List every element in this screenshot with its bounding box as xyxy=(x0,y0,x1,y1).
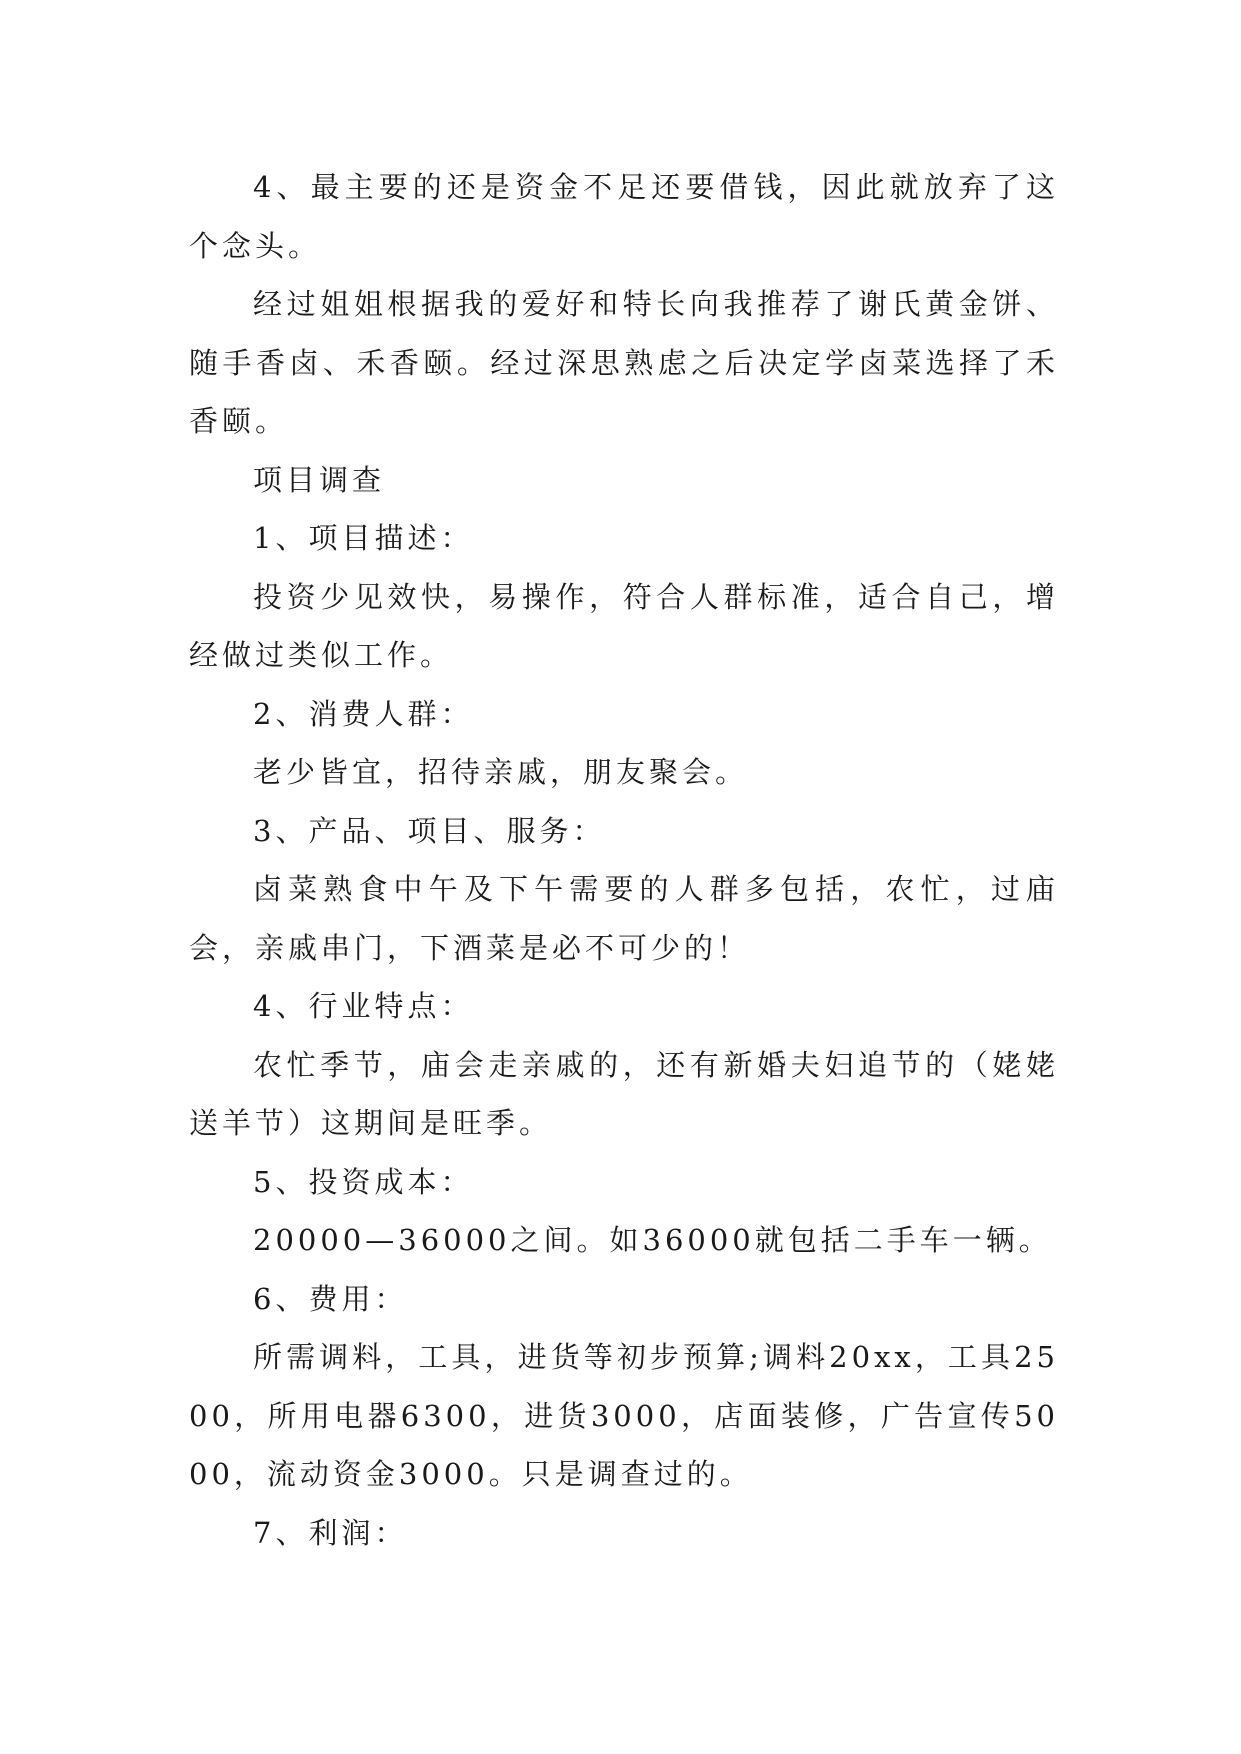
heading-expenses: 6、费用： xyxy=(253,1281,408,1316)
heading-products-services: 3、产品、项目、服务： xyxy=(253,813,606,848)
paragraph-expenses: 所需调料，工具，进货等初步预算;调料20xx，工具2500，所用电器6300，进货3000，店面装修，广告宣传5000，流动资金3000。只是调查过的。 xyxy=(189,1340,1059,1491)
paragraph-funding-reason: 4、最主要的还是资金不足还要借钱，因此就放弃了这个念头。 xyxy=(189,170,1059,263)
paragraph-recommendation: 经过姐姐根据我的爱好和特长向我推荐了谢氏黄金饼、随手香卤、禾香颐。经过深思熟虑之后决定学卤菜选择了禾香颐。 xyxy=(189,287,1059,438)
heading-project-survey: 项目调查 xyxy=(253,462,386,497)
document-body xyxy=(189,158,1059,1562)
heading-consumer-group: 2、消费人群： xyxy=(253,696,474,731)
heading-profit: 7、利润： xyxy=(253,1515,408,1550)
paragraph-products-services: 卤菜熟食中午及下午需要的人群多包括，农忙，过庙会，亲戚串门，下酒菜是必不可少的！ xyxy=(189,872,1059,965)
paragraph-project-description: 投资少见效快，易操作，符合人群标准，适合自己，增经做过类似工作。 xyxy=(189,579,1059,672)
heading-project-description: 1、项目描述： xyxy=(253,521,474,555)
heading-investment-cost: 5、投资成本： xyxy=(253,1164,474,1199)
paragraph-investment-cost: 20000—36000之间。如36000就包括二手车一辆。 xyxy=(253,1223,1052,1257)
paragraph-consumer-group: 老少皆宜，招待亲戚，朋友聚会。 xyxy=(253,755,749,789)
paragraph-industry-features: 农忙季节，庙会走亲戚的，还有新婚夫妇追节的（姥姥送羊节）这期间是旺季。 xyxy=(189,1047,1059,1140)
heading-industry-features: 4、行业特点： xyxy=(253,989,474,1023)
